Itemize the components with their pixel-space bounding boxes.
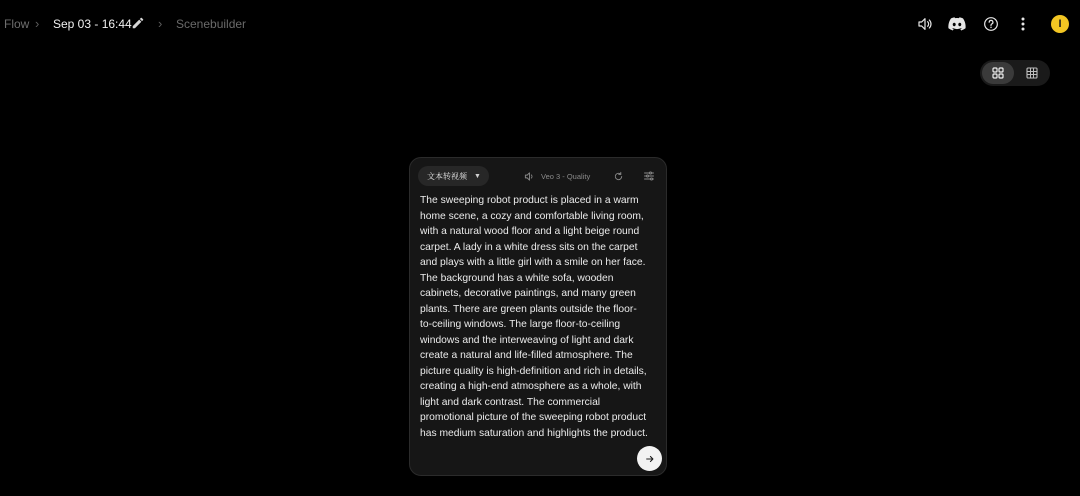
breadcrumb-current-page: Scenebuilder	[176, 17, 247, 31]
refresh-icon[interactable]	[611, 169, 625, 183]
edit-pencil-icon[interactable]	[131, 16, 145, 30]
prompt-textarea[interactable]: The sweeping robot product is placed in a warm home scene, a cozy and comfortable living room, with a natural wood floor and a light beige round carpet. A lady in a white dress sits on the carpet and plays with a little girl with a smile on her face. The background has a white sofa, wooden cabinets, decorative paintings, and many green plants. There are green plants outside the floor- to-ceiling windows. The large floor-to-ceiling windows and the interweaving of light and dark create a natural and life-filled atmosphere. The picture quality is high-definition and rich in details, creating a high-end atmosphere as a whole, with light and dark contrast. The commercial promotional picture of the sweeping robot product has medium saturation and highlights the product.	[420, 195, 648, 439]
tune-settings-icon[interactable]	[642, 169, 656, 183]
view-toggle	[980, 60, 1050, 86]
more-vert-icon[interactable]	[1013, 14, 1033, 34]
grid-view-icon[interactable]	[982, 62, 1014, 84]
breadcrumb-flow-link[interactable]: Flow	[4, 17, 30, 31]
table-view-icon[interactable]	[1016, 62, 1048, 84]
model-label: Veo 3 - Quality	[541, 171, 591, 181]
breadcrumb-project-title[interactable]: Sep 03 - 16:44	[53, 17, 132, 31]
help-icon[interactable]	[981, 14, 1001, 34]
model-selector[interactable]	[524, 169, 590, 183]
volume-icon[interactable]	[915, 14, 935, 34]
volume-icon	[524, 171, 535, 182]
mode-label: 文本转视频	[427, 171, 467, 181]
chevron-right-icon: ›	[35, 16, 40, 31]
send-button[interactable]	[637, 446, 662, 471]
avatar[interactable]: I	[1051, 15, 1069, 33]
chevron-right-icon: ›	[158, 16, 163, 31]
discord-icon[interactable]	[947, 14, 967, 34]
mode-selector[interactable]	[418, 166, 489, 186]
top-bar	[0, 0, 1080, 48]
arrow-right-icon	[645, 454, 655, 464]
caret-down-icon: ▼	[474, 172, 481, 180]
prompt-card	[409, 157, 667, 476]
